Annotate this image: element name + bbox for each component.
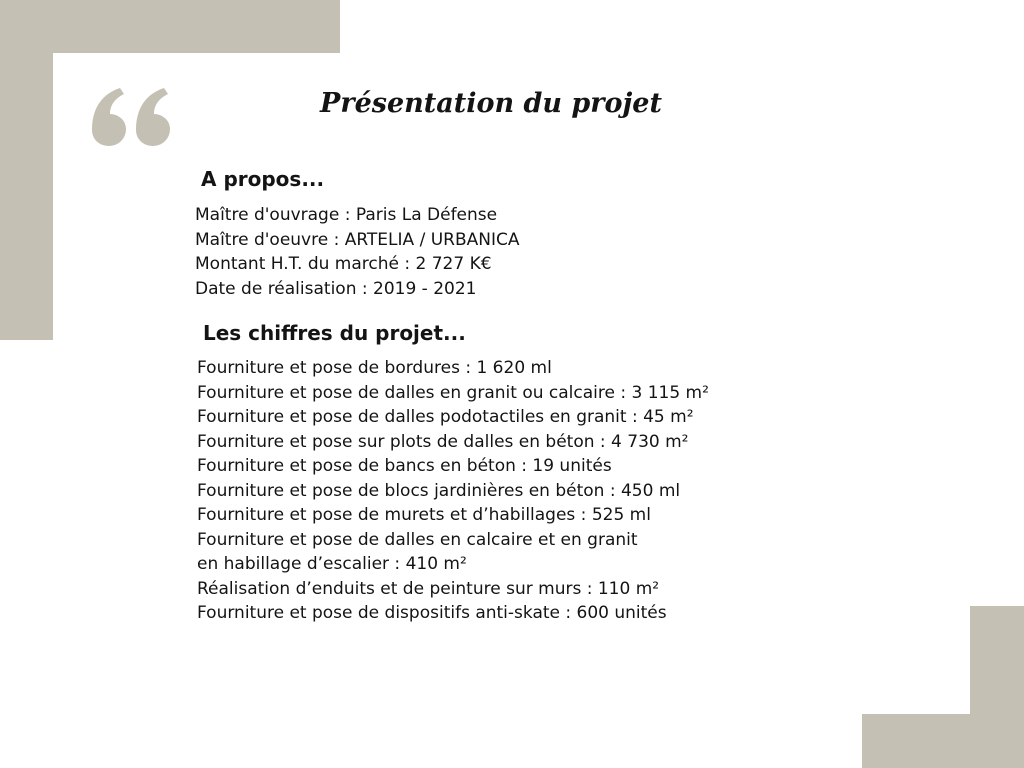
figures-list xyxy=(197,356,709,626)
figures-heading: Les chiffres du projet... xyxy=(203,321,466,345)
figures-line: Fourniture et pose de dalles en calcaire et en granit xyxy=(197,529,638,550)
figures-line: Fourniture et pose de murets et d’habillages : 525 ml xyxy=(197,505,651,525)
about-line-project-owner: Maître d'ouvrage : Paris La Défense xyxy=(195,205,498,225)
figures-line: Fourniture et pose de dalles podotactiles en granit : 45 m² xyxy=(197,407,694,427)
figures-line: Fourniture et pose de dispositifs anti-skate : 600 unités xyxy=(197,603,667,623)
figures-line: Réalisation d’enduits et de peinture sur murs : 110 m² xyxy=(197,578,660,599)
about-line-project-manager: Maître d'oeuvre : ARTELIA / URBANICA xyxy=(195,229,520,250)
figures-line: Fourniture et pose de blocs jardinières en béton : 450 ml xyxy=(197,480,681,501)
figures-line: Fourniture et pose sur plots de dalles en béton : 4 730 m² xyxy=(197,431,689,452)
figures-line: en habillage d’escalier : 410 m² xyxy=(197,554,467,574)
figures-line: Fourniture et pose de bordures : 1 620 ml xyxy=(197,358,552,378)
decorative-frame-right xyxy=(970,606,1024,768)
page-title: Présentation du projet xyxy=(320,88,662,119)
figures-line: Fourniture et pose de bancs en béton : 19 unités xyxy=(197,456,612,476)
about-line-contract-amount: Montant H.T. du marché : 2 727 K€ xyxy=(195,254,492,274)
figures-line: Fourniture et pose de dalles en granit ou calcaire : 3 115 m² xyxy=(197,382,709,403)
about-heading: A propos... xyxy=(201,167,325,191)
decorative-frame-left xyxy=(0,0,53,340)
about-list xyxy=(195,203,519,301)
about-line-completion-date: Date de réalisation : 2019 - 2021 xyxy=(195,278,477,299)
